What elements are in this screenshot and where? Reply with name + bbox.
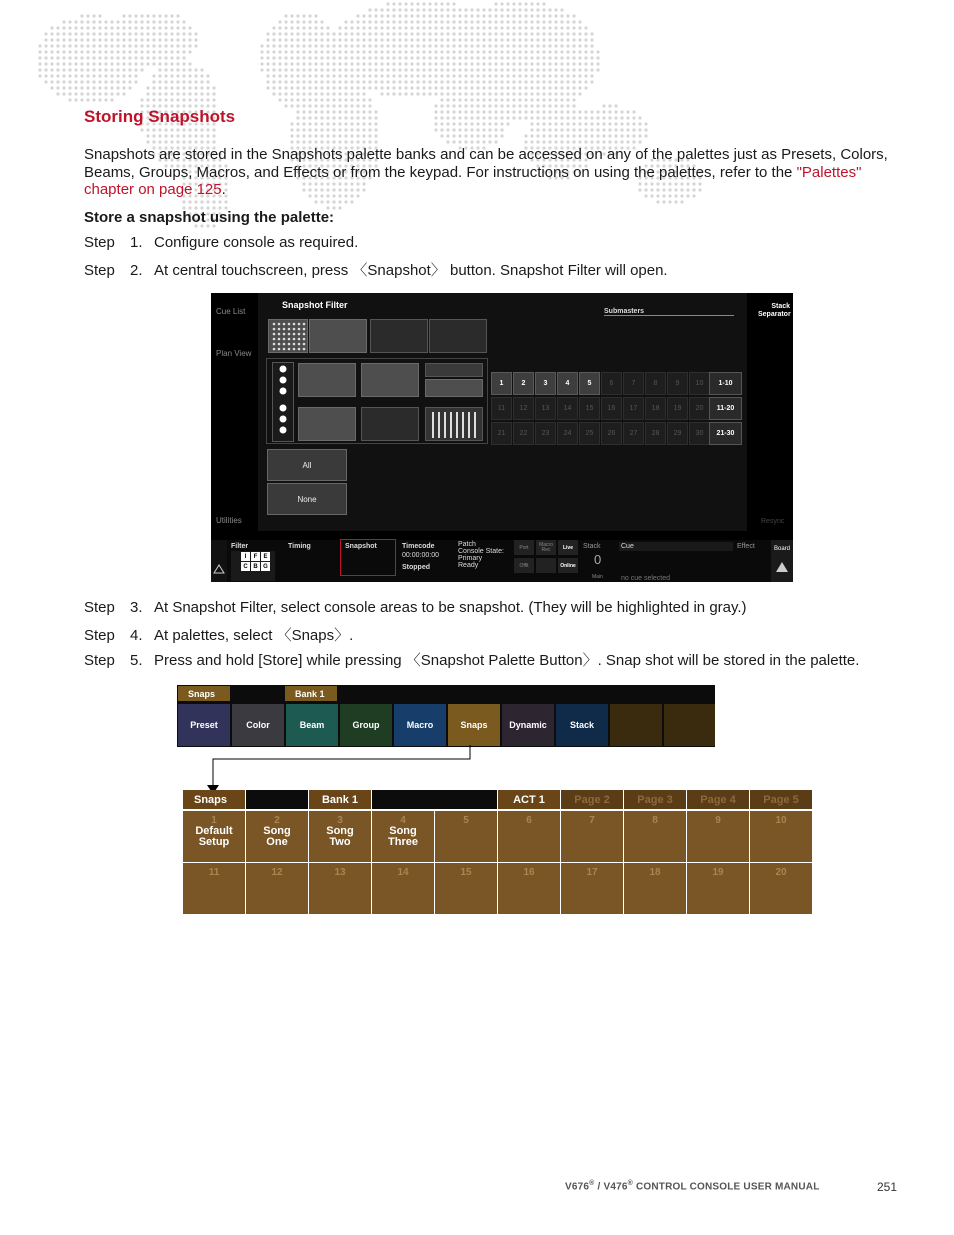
timing-label[interactable]: Timing <box>288 543 311 550</box>
header-blank <box>372 790 497 809</box>
console-area-tile[interactable] <box>429 319 487 353</box>
submaster-button[interactable]: 3 <box>535 372 556 395</box>
snap-palette-button[interactable] <box>309 863 371 914</box>
submaster-button[interactable]: 6 <box>601 372 622 395</box>
submaster-button[interactable]: 14 <box>557 397 578 420</box>
palette-button[interactable]: Color <box>232 704 284 746</box>
snap-number: 4 <box>400 815 406 826</box>
console-area-tile[interactable] <box>361 363 419 397</box>
ife-key[interactable]: B <box>251 562 260 571</box>
submaster-button[interactable]: 27 <box>623 422 644 445</box>
triangle-up-icon <box>771 556 793 576</box>
snap-number: 8 <box>652 815 658 826</box>
step-3: Step 3. At Snapshot Filter, select console areas to be snapshot. (They will be highlighted in gray.) <box>84 599 747 616</box>
step-2: Step 2. At central touchscreen, press 〈Snapshot〉 button. Snapshot Filter will open. <box>84 262 668 279</box>
palette-button[interactable]: Group <box>340 704 392 746</box>
dots-column[interactable] <box>272 362 294 442</box>
snap-palette-button[interactable] <box>435 863 497 914</box>
palette-bar-screenshot <box>177 685 715 747</box>
filter-label[interactable]: Filter <box>231 543 249 550</box>
snap-palette-button[interactable] <box>372 811 434 862</box>
palette-button[interactable] <box>610 704 662 746</box>
snap-palette-button[interactable] <box>309 811 371 862</box>
snapshot-filter-title: Snapshot Filter <box>282 300 348 310</box>
cue-header <box>619 542 733 551</box>
stack-label: Stack <box>583 543 601 550</box>
snap-number: 15 <box>460 867 472 878</box>
console-area-tile[interactable] <box>425 363 483 377</box>
intro-text: Snapshots are stored in the Snapshots palette banks and can be accessed on any of the palettes just as Presets, Colors, Beams, Groups, Macros, and Effects or from the keypad. For instructions on using the palettes, refer to the <box>84 146 888 181</box>
ife-key[interactable]: I <box>241 552 250 561</box>
snap-palette-button[interactable] <box>498 811 560 862</box>
console-area-tile[interactable] <box>309 319 367 353</box>
submaster-button[interactable]: 21 <box>491 422 512 445</box>
snap-palette-button[interactable] <box>624 863 686 914</box>
snap-palette-button[interactable] <box>183 811 245 862</box>
warning-area[interactable] <box>211 540 227 582</box>
submaster-button[interactable]: 11 <box>491 397 512 420</box>
snap-palette-button[interactable] <box>687 811 749 862</box>
snap-palette-button[interactable] <box>750 811 812 862</box>
snap-number: 11 <box>208 867 220 878</box>
snap-number: 12 <box>271 867 283 878</box>
resync-label[interactable]: Resync <box>761 518 785 525</box>
snap-palette-button[interactable] <box>687 863 749 914</box>
main-label: Main <box>592 574 603 580</box>
online-button[interactable]: Online <box>558 558 578 573</box>
submaster-button[interactable]: 17 <box>623 397 644 420</box>
submaster-button[interactable]: 7 <box>623 372 644 395</box>
snap-label: Song Two <box>326 825 354 848</box>
patch-status: Patch Console State: Primary Ready <box>458 541 504 569</box>
blank-button[interactable] <box>536 558 556 573</box>
palette-button[interactable] <box>664 704 715 746</box>
ife-key[interactable]: C <box>241 562 250 571</box>
step-4: Step 4. At palettes, select 〈Snaps〉. <box>84 627 354 644</box>
footer-title: V676® / V476® CONTROL CONSOLE USER MANUAL <box>565 1180 820 1193</box>
submaster-button[interactable]: 20 <box>689 397 710 420</box>
bank-header[interactable]: Bank 1 <box>309 790 371 809</box>
bottom-toolbar <box>211 540 793 582</box>
snap-number: 6 <box>526 815 532 826</box>
submaster-button[interactable]: 9 <box>667 372 688 395</box>
effect-label: Effect <box>737 543 755 550</box>
submaster-button[interactable]: 5 <box>579 372 600 395</box>
dot-grid-icon <box>269 320 307 352</box>
palette-button[interactable]: Macro <box>394 704 446 746</box>
snap-number: 19 <box>712 867 724 878</box>
no-cue-selected: no cue selected <box>621 575 671 582</box>
stack-separator[interactable]: Stack Separator <box>758 303 791 318</box>
palettes-chapter-link[interactable]: "Palettes" chapter on page 125 <box>84 163 862 198</box>
console-area-tile[interactable] <box>268 319 308 353</box>
snap-number: 17 <box>586 867 598 878</box>
submaster-button[interactable]: 15 <box>579 397 600 420</box>
ife-key[interactable]: G <box>261 562 270 571</box>
port-button[interactable]: Port <box>514 540 534 555</box>
stack-value: 0 <box>594 552 602 567</box>
submaster-button[interactable]: 2 <box>513 372 534 395</box>
page-number: 251 <box>877 1180 898 1194</box>
macro-rec-button[interactable]: Macro Rec <box>536 540 556 555</box>
warning-triangle-icon <box>211 540 227 582</box>
act-header[interactable]: ACT 1 <box>498 790 560 809</box>
board-button[interactable]: Board <box>771 540 793 582</box>
submaster-button[interactable]: 4 <box>557 372 578 395</box>
console-area-tile[interactable] <box>298 363 356 397</box>
intro-end: . <box>221 181 226 198</box>
submaster-button[interactable]: 10 <box>689 372 710 395</box>
timecode-value: 00:00:00:00 <box>402 552 439 559</box>
page-header[interactable]: Page 4 <box>687 790 749 809</box>
ife-key[interactable]: E <box>261 552 270 561</box>
side-item-cue-list[interactable]: Cue List <box>216 307 246 316</box>
intro-paragraph <box>84 146 894 199</box>
cue-label: Cue <box>621 543 634 550</box>
snap-number: 18 <box>649 867 661 878</box>
snapshot-filter-panel <box>258 293 747 531</box>
none-button[interactable]: None <box>267 483 347 515</box>
submaster-button[interactable]: 8 <box>645 372 666 395</box>
page-button[interactable]: 1-10 <box>709 372 742 395</box>
page-button[interactable]: 11-20 <box>709 397 742 420</box>
snap-palette-button[interactable] <box>498 863 560 914</box>
snap-number: 2 <box>274 815 280 826</box>
snap-number: 16 <box>523 867 535 878</box>
submaster-button[interactable]: 19 <box>667 397 688 420</box>
snap-palette-button[interactable] <box>624 811 686 862</box>
console-area-tile[interactable] <box>298 407 356 441</box>
snap-label: Song Three <box>388 825 418 848</box>
faders-icon <box>426 408 482 440</box>
snapshot-button-label[interactable]: Snapshot <box>345 543 377 550</box>
submaster-button[interactable]: 23 <box>535 422 556 445</box>
page-button[interactable]: 21-30 <box>709 422 742 445</box>
snaps-tab[interactable]: Snaps <box>178 686 230 701</box>
submaster-button[interactable]: 1 <box>491 372 512 395</box>
snap-palette-button[interactable] <box>183 863 245 914</box>
snap-number: 13 <box>334 867 346 878</box>
submaster-button[interactable]: 22 <box>513 422 534 445</box>
snap-palette-button[interactable] <box>246 863 308 914</box>
snap-palette-button[interactable] <box>561 811 623 862</box>
offlt-button[interactable]: Offlt <box>514 558 534 573</box>
snap-number: 14 <box>397 867 409 878</box>
submasters-label: Submasters <box>604 308 734 316</box>
header-blank <box>246 790 308 809</box>
stopped-status: Stopped <box>402 564 430 571</box>
submaster-button[interactable]: 29 <box>667 422 688 445</box>
page-header[interactable]: Page 5 <box>750 790 812 809</box>
submaster-button[interactable]: 28 <box>645 422 666 445</box>
fader-area-tile[interactable] <box>425 407 483 441</box>
timecode-label: Timecode <box>402 543 435 550</box>
snap-number: 20 <box>775 867 787 878</box>
snap-label: Default Setup <box>195 825 233 848</box>
submaster-button[interactable]: 13 <box>535 397 556 420</box>
snap-palette-button[interactable] <box>435 811 497 862</box>
step-5: Step 5. Press and hold [Store] while pressing 〈Snapshot Palette Button〉. Snap shot will be stored in the palette. <box>84 652 860 669</box>
side-item-plan-view[interactable]: Plan View <box>216 349 252 358</box>
console-area-tile[interactable] <box>370 319 428 353</box>
snaps-header[interactable]: Snaps <box>183 790 245 809</box>
palette-button[interactable]: Dynamic <box>502 704 554 746</box>
console-area-tile[interactable] <box>361 407 419 441</box>
snaps-palette-screenshot <box>183 790 810 914</box>
snap-number: 10 <box>775 815 787 826</box>
subheading: Store a snapshot using the palette: <box>84 209 335 226</box>
submaster-button[interactable]: 16 <box>601 397 622 420</box>
snapshot-filter-screenshot <box>211 293 793 582</box>
bank-tab[interactable]: Bank 1 <box>285 686 337 701</box>
submaster-button[interactable]: 18 <box>645 397 666 420</box>
section-title: Storing Snapshots <box>84 107 236 126</box>
snap-palette-button[interactable] <box>750 863 812 914</box>
submaster-button[interactable]: 24 <box>557 422 578 445</box>
snap-palette-button[interactable] <box>246 811 308 862</box>
palette-button[interactable]: Snaps <box>448 704 500 746</box>
snap-number: 5 <box>463 815 469 826</box>
submaster-button[interactable]: 12 <box>513 397 534 420</box>
console-area-tile[interactable] <box>425 379 483 397</box>
submaster-button[interactable]: 30 <box>689 422 710 445</box>
snap-number: 9 <box>715 815 721 826</box>
live-button[interactable]: Live <box>558 540 578 555</box>
snap-palette-button[interactable] <box>372 863 434 914</box>
page-header[interactable]: Page 2 <box>561 790 623 809</box>
snap-palette-button[interactable] <box>561 863 623 914</box>
all-button[interactable]: All <box>267 449 347 481</box>
palette-button[interactable]: Beam <box>286 704 338 746</box>
palette-button[interactable]: Stack <box>556 704 608 746</box>
arrow-connector <box>200 745 480 795</box>
side-item-utilities[interactable]: Utilities <box>216 516 242 525</box>
ife-grid[interactable] <box>231 551 275 581</box>
snap-number: 1 <box>211 815 217 826</box>
snap-number: 3 <box>337 815 343 826</box>
snap-number: 7 <box>589 815 595 826</box>
palette-button[interactable]: Preset <box>178 704 230 746</box>
snap-label: Song One <box>263 825 291 848</box>
submaster-button[interactable]: 25 <box>579 422 600 445</box>
page-header[interactable]: Page 3 <box>624 790 686 809</box>
step-1: Step 1. Configure console as required. <box>84 234 359 251</box>
ife-key[interactable]: F <box>251 552 260 561</box>
dots-column-icon <box>273 363 293 441</box>
submaster-button[interactable]: 26 <box>601 422 622 445</box>
